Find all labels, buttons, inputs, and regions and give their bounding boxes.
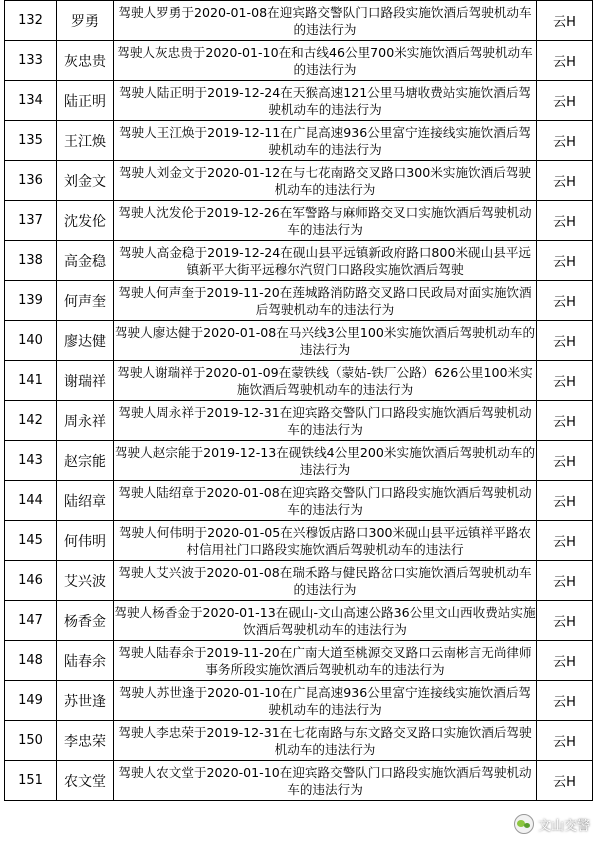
violation-text: 驾驶人谢瑞祥于2020-01-09在蒙铁线（蒙姑-铁厂公路）626公里100米实施饮酒后驾驶机动车的违法行为 [117,364,533,397]
violation-description [114,201,537,241]
violation-description [114,81,537,121]
violation-text: 驾驶人周永祥于2019-12-31在迎宾路交警队门口路段实施饮酒后驾驶机动车的违法行为 [118,404,532,437]
violation-text: 驾驶人李忠荣于2019-12-31在七花南路与东文路交叉路口实施饮酒后驾驶机动车的违法行为 [118,724,532,757]
violation-description [114,41,537,81]
table-row [5,281,593,321]
driver-name: 陆正明 [57,81,114,121]
table-row [5,561,593,601]
driver-name: 苏世逢 [57,681,114,721]
agency-code: 云H [537,321,593,361]
driver-name: 沈发伦 [57,201,114,241]
driver-name: 赵宗能 [57,441,114,481]
driver-name: 罗勇 [57,1,114,41]
violation-text: 驾驶人灰忠贵于2020-01-10在和古线46公里700米实施饮酒后驾驶机动车的违法行为 [117,44,533,77]
violation-description [114,121,537,161]
violation-text: 驾驶人赵宗能于2019-12-13在砚铁线4公里200米实施饮酒后驾驶机动车的违法行为 [114,444,536,477]
violation-text: 驾驶人罗勇于2020-01-08在迎宾路交警队门口路段实施饮酒后驾驶机动车的违法行为 [118,4,532,37]
row-number: 140 [5,321,57,361]
row-number: 145 [5,521,57,561]
row-number: 143 [5,441,57,481]
violation-text: 驾驶人高金稳于2019-12-24在砚山县平远镇新政府路口800米砚山县平远镇新平大街平远穆尔汽贸门口路段实施饮酒后驾驶 [118,244,532,277]
row-number: 132 [5,1,57,41]
violation-table [4,0,593,801]
violation-text: 驾驶人陆绍章于2020-01-08在迎宾路交警队门口路段实施饮酒后驾驶机动车的违法行为 [118,484,532,517]
table-row [5,201,593,241]
table-row [5,361,593,401]
agency-code: 云H [537,361,593,401]
driver-name: 杨香金 [57,601,114,641]
agency-code: 云H [537,1,593,41]
driver-name: 李忠荣 [57,721,114,761]
violation-description [114,761,537,801]
row-number: 151 [5,761,57,801]
driver-name: 刘金文 [57,161,114,201]
driver-name: 王江焕 [57,121,114,161]
row-number: 134 [5,81,57,121]
violation-description [114,281,537,321]
violation-description [114,401,537,441]
table-row [5,761,593,801]
agency-code: 云H [537,121,593,161]
violation-description [114,321,537,361]
row-number: 144 [5,481,57,521]
table-row [5,1,593,41]
row-number: 136 [5,161,57,201]
agency-code: 云H [537,201,593,241]
agency-code: 云H [537,721,593,761]
violation-text: 驾驶人陆正明于2019-12-24在天猴高速121公里马塘收费站实施饮酒后驾驶机动车的违法行为 [118,84,532,117]
violation-description [114,521,537,561]
row-number: 146 [5,561,57,601]
violation-text: 驾驶人艾兴波于2020-01-08在瑞禾路与健民路岔口实施饮酒后驾驶机动车的违法行为 [118,564,532,597]
driver-name: 何伟明 [57,521,114,561]
violation-text: 驾驶人沈发伦于2019-12-26在军警路与麻师路交叉口实施饮酒后驾驶机动车的违法行为 [118,204,532,237]
table-row [5,441,593,481]
row-number: 147 [5,601,57,641]
table-row [5,601,593,641]
row-number: 141 [5,361,57,401]
violation-description [114,601,537,641]
table-row [5,121,593,161]
agency-code: 云H [537,281,593,321]
table-row [5,161,593,201]
agency-code: 云H [537,641,593,681]
watermark-text: 文山交警 [537,818,590,834]
agency-code: 云H [537,441,593,481]
violation-text: 驾驶人何声奎于2019-11-20在莲城路消防路交叉路口民政局对面实施饮酒后驾驶机动车的违法行为 [118,284,532,317]
table-row [5,721,593,761]
agency-code: 云H [537,81,593,121]
row-number: 142 [5,401,57,441]
driver-name: 谢瑞祥 [57,361,114,401]
agency-code: 云H [537,761,593,801]
violation-table-body [5,1,593,801]
violation-description [114,161,537,201]
violation-description [114,361,537,401]
driver-name: 廖达健 [57,321,114,361]
violation-text: 驾驶人农文堂于2020-01-10在迎宾路交警队门口路段实施饮酒后驾驶机动车的违法行为 [118,764,532,797]
violation-text: 驾驶人杨香金于2020-01-13在砚山-文山高速公路36公里文山西收费站实施饮酒后驾驶机动车的违法行为 [114,604,536,637]
agency-code: 云H [537,161,593,201]
violation-description [114,1,537,41]
driver-name: 高金稳 [57,241,114,281]
agency-code: 云H [537,241,593,281]
row-number: 135 [5,121,57,161]
violation-text: 驾驶人陆春余于2019-11-20在广南大道至桃源交叉路口云南彬言无尚律师事务所段实施饮酒后驾驶机动车的违法行为 [118,644,532,677]
violation-text: 驾驶人廖达健于2020-01-08在马兴线3公里100米实施饮酒后驾驶机动车的违法行为 [114,324,536,357]
agency-code: 云H [537,481,593,521]
violation-description [114,681,537,721]
agency-code: 云H [537,681,593,721]
driver-name: 陆春余 [57,641,114,681]
table-row [5,681,593,721]
table-row [5,241,593,281]
row-number: 137 [5,201,57,241]
wechat-icon [514,814,534,834]
violation-text: 驾驶人何伟明于2020-01-05在兴穆饭店路口300米砚山县平远镇祥平路农村信用社门口路段实施饮酒后驾驶机动车的违法行 [118,524,532,557]
table-row [5,521,593,561]
agency-code: 云H [537,561,593,601]
driver-name: 何声奎 [57,281,114,321]
agency-code: 云H [537,521,593,561]
driver-name: 农文堂 [57,761,114,801]
violation-text: 驾驶人王江焕于2019-12-11在广昆高速936公里富宁连接线实施饮酒后驾驶机动车的违法行为 [118,124,532,157]
violation-text: 驾驶人刘金文于2020-01-12在与七花南路交叉路口300米实施饮酒后驾驶机动车的违法行为 [118,164,532,197]
violation-description [114,241,537,281]
driver-name: 陆绍章 [57,481,114,521]
table-row [5,481,593,521]
violation-description [114,561,537,601]
row-number: 138 [5,241,57,281]
row-number: 139 [5,281,57,321]
row-number: 149 [5,681,57,721]
table-row [5,41,593,81]
table-row [5,401,593,441]
violation-description [114,481,537,521]
violation-description [114,441,537,481]
table-row [5,81,593,121]
violation-description [114,641,537,681]
row-number: 150 [5,721,57,761]
row-number: 133 [5,41,57,81]
violation-text: 驾驶人苏世逢于2020-01-10在广昆高速936公里富宁连接线实施饮酒后驾驶机动车的违法行为 [118,684,532,717]
watermark [514,814,590,834]
agency-code: 云H [537,401,593,441]
violation-description [114,721,537,761]
driver-name: 周永祥 [57,401,114,441]
row-number: 148 [5,641,57,681]
table-row [5,321,593,361]
table-row [5,641,593,681]
agency-code: 云H [537,41,593,81]
driver-name: 灰忠贵 [57,41,114,81]
agency-code: 云H [537,601,593,641]
driver-name: 艾兴波 [57,561,114,601]
